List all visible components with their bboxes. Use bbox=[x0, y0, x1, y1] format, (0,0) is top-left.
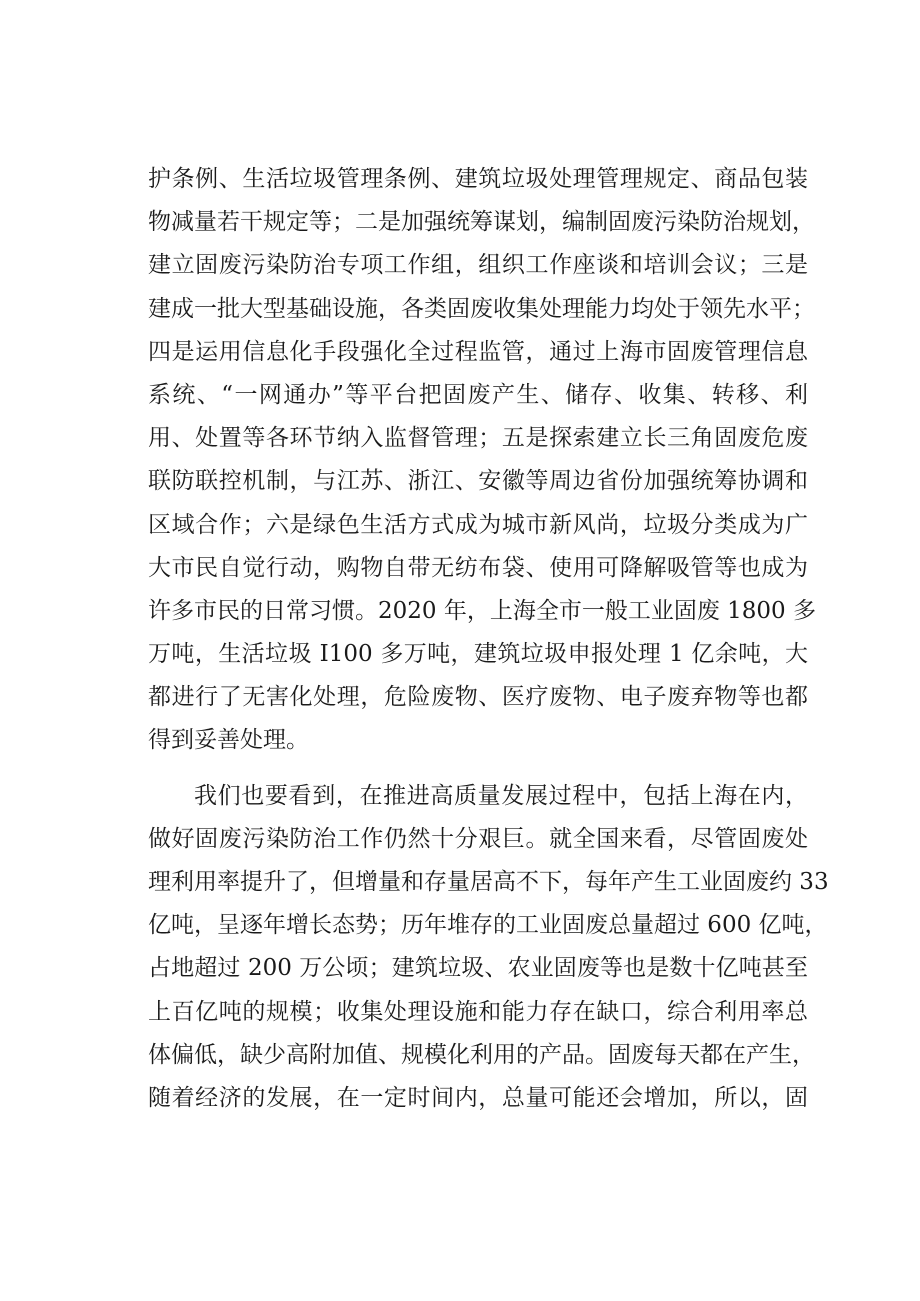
text-line: 万吨，生活垃圾 I100 多万吨，建筑垃圾申报处理 1 亿余吨，大 bbox=[148, 641, 808, 668]
text-line: 许多市民的日常习惯。2020 年，上海全市一般工业固废 1800 多 bbox=[148, 597, 816, 624]
text-line: 建立固废污染防治专项工作组，组织工作座谈和培训会议；三是 bbox=[148, 252, 808, 279]
text-line: 理利用率提升了，但增量和存量居高不下，每年产生工业固废约 33 bbox=[148, 869, 829, 895]
text-line: 物减量若干规定等；二是加强统筹谋划，编制固废污染防治规划， bbox=[148, 209, 815, 236]
text-line: 四是运用信息化手段强化全过程监管，通过上海市固废管理信息 bbox=[148, 338, 808, 365]
text-line: 做好固废污染防治工作仍然十分艰巨。就全国来看，尽管固废处 bbox=[148, 825, 808, 852]
paragraph-2 bbox=[148, 775, 829, 1121]
text-line: 上百亿吨的规模；收集处理设施和能力存在缺口，综合利用率总 bbox=[148, 998, 808, 1025]
text-line: 系统、“一网通办”等平台把固废产生、储存、收集、转移、利 bbox=[148, 381, 808, 408]
text-line: 我们也要看到，在推进高质量发展过程中，包括上海在内， bbox=[194, 782, 808, 809]
body-text bbox=[148, 158, 829, 1120]
text-line: 得到妥善处理。 bbox=[148, 727, 309, 754]
text-line: 占地超过 200 万公顷；建筑垃圾、农业固废等也是数十亿吨甚至 bbox=[148, 955, 808, 982]
text-line: 联防联控机制，与江苏、浙江、安徽等周边省份加强统筹协调和 bbox=[148, 468, 808, 495]
text-line: 都进行了无害化处理，危险废物、医疗废物、电子废弃物等也都 bbox=[148, 684, 808, 711]
text-line: 护条例、生活垃圾管理条例、建筑垃圾处理管理规定、商品包装 bbox=[148, 166, 808, 192]
text-line: 大市民自觉行动，购物自带无纺布袋、使用可降解吸管等也成为 bbox=[148, 554, 808, 581]
text-line: 用、处置等各环节纳入监督管理；五是探索建立长三角固废危废 bbox=[148, 425, 808, 452]
text-line: 建成一批大型基础设施，各类固废收集处理能力均处于领先水平； bbox=[148, 295, 815, 322]
paragraph-1 bbox=[148, 158, 816, 763]
text-line: 体偏低，缺少高附加值、规模化利用的产品。固废每天都在产生， bbox=[148, 1041, 815, 1068]
text-line: 亿吨，呈逐年增长态势；历年堆存的工业固废总量超过 600 亿吨， bbox=[148, 912, 828, 939]
text-line: 随着经济的发展，在一定时间内，总量可能还会增加，所以，固 bbox=[148, 1084, 808, 1111]
paragraph-spacer bbox=[148, 763, 808, 775]
text-line: 区域合作；六是绿色生活方式成为城市新风尚，垃圾分类成为广 bbox=[148, 511, 808, 538]
